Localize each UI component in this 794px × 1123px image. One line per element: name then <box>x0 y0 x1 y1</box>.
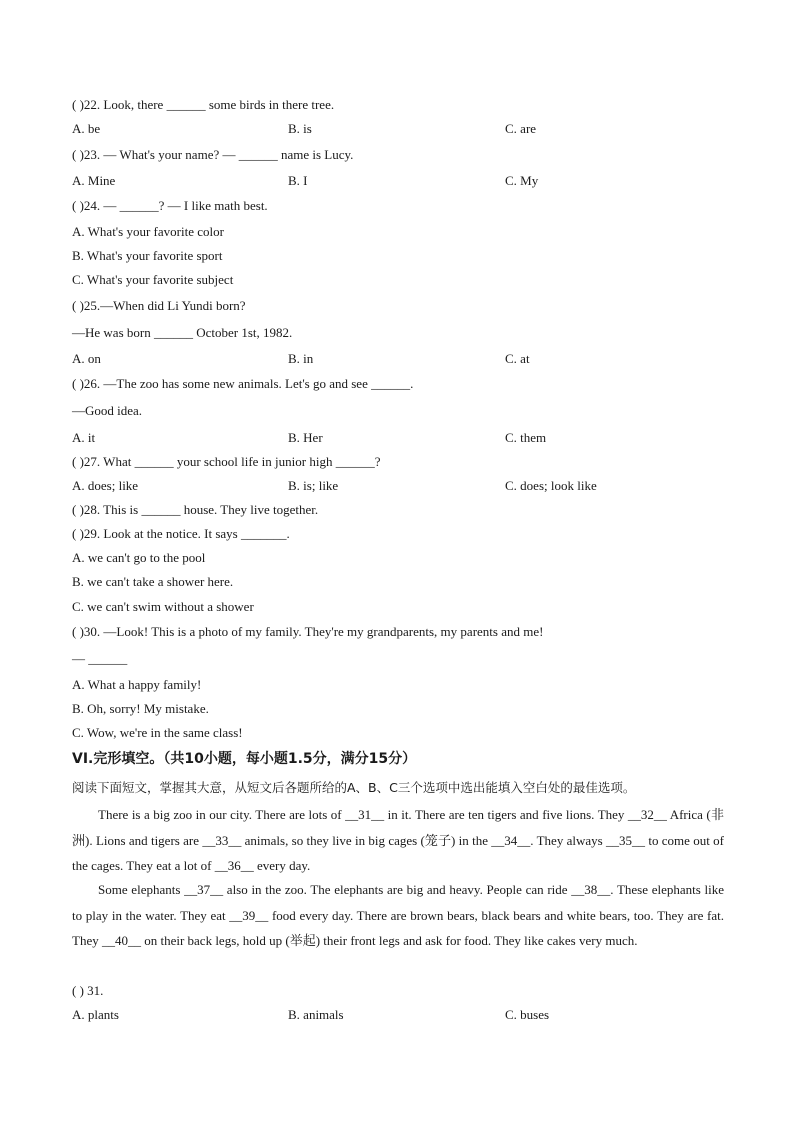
q30-option-a: A. What a happy family! <box>72 677 202 692</box>
q27-option-c: C. does; look like <box>505 478 597 493</box>
q27-stem: ( )27. What ______ your school life in junior high ______? <box>72 454 381 469</box>
q27-option-a: A. does; like <box>72 478 139 493</box>
q26-stem-answer: —Good idea. <box>72 403 143 418</box>
q30-stem: ( )30. —Look! This is a photo of my family. They're my grandparents, my parents and me! <box>72 624 544 639</box>
q22-stem: ( )22. Look, there ______ some birds in there tree. <box>72 97 335 112</box>
q22-option-c: C. are <box>505 121 537 136</box>
q31-option-a: A. plants <box>72 1007 119 1022</box>
section-instruction: 阅读下面短文，掌握其大意，从短文后各题所给的A、B、C三个选项中选出能填入空白处的最佳选项。 <box>72 780 636 795</box>
q25-option-a: A. on <box>72 351 101 366</box>
q24-option-c: C. What's your favorite subject <box>72 272 234 287</box>
q29-option-a: A. we can't go to the pool <box>72 550 206 565</box>
q31-stem: ( ) 31. <box>72 983 104 998</box>
q28-stem: ( )28. This is ______ house. They live together. <box>72 502 319 517</box>
q25-stem-answer: —He was born ______ October 1st, 1982. <box>72 325 293 340</box>
q31-option-b: B. animals <box>288 1007 344 1022</box>
q29-option-b: B. we can't take a shower here. <box>72 574 234 589</box>
passage-paragraph-2 <box>72 877 724 954</box>
q26-option-b: B. Her <box>288 430 323 445</box>
passage-paragraph-1-text: There is a big zoo in our city. There are lots of __31__ in it. There are ten tigers and five lions. They __32__ Africa (非洲). Lions and tigers are __33__ animals, so they live in big cages (笼子) in the __34__. They always __35__ to come out of the cages. They eat a lot of __36__ every day. <box>72 807 724 873</box>
q25-stem: ( )25.—When did Li Yundi born? <box>72 298 246 313</box>
q22-option-b: B. is <box>288 121 312 136</box>
q26-option-a: A. it <box>72 430 96 445</box>
q23-option-b: B. I <box>288 173 308 188</box>
section-title: VI.完形填空。（共10小题，每小题1.5分，满分15分） <box>72 751 417 767</box>
q30-option-c: C. Wow, we're in the same class! <box>72 725 243 740</box>
q23-option-a: A. Mine <box>72 173 116 188</box>
q23-option-c: C. My <box>505 173 539 188</box>
q29-option-c: C. we can't swim without a shower <box>72 599 254 614</box>
q29-stem: ( )29. Look at the notice. It says _______. <box>72 526 290 541</box>
q24-stem: ( )24. — ______? — I like math best. <box>72 198 268 213</box>
q25-option-b: B. in <box>288 351 314 366</box>
q26-option-c: C. them <box>505 430 547 445</box>
q22-option-a: A. be <box>72 121 101 136</box>
q31-option-c: C. buses <box>505 1007 550 1022</box>
q26-stem: ( )26. —The zoo has some new animals. Let's go and see ______. <box>72 376 414 391</box>
q24-option-a: A. What's your favorite color <box>72 224 224 239</box>
passage-paragraph-1 <box>72 802 724 879</box>
q25-option-c: C. at <box>505 351 530 366</box>
q27-option-b: B. is; like <box>288 478 339 493</box>
q23-stem: ( )23. — What's your name? — ______ name is Lucy. <box>72 147 354 162</box>
q30-stem-answer: — ______ <box>72 651 128 666</box>
q24-option-b: B. What's your favorite sport <box>72 248 223 263</box>
passage-paragraph-2-text: Some elephants __37__ also in the zoo. The elephants are big and heavy. People can ride __38__. These elephants like to play in the water. They eat __39__ food every day. There are brown bears, black bears and white bears, too. They are fat. They __40__ on their back legs, hold up (举起) their front legs and ask for food. They like cakes very much. <box>72 882 724 948</box>
q30-option-b: B. Oh, sorry! My mistake. <box>72 701 209 716</box>
